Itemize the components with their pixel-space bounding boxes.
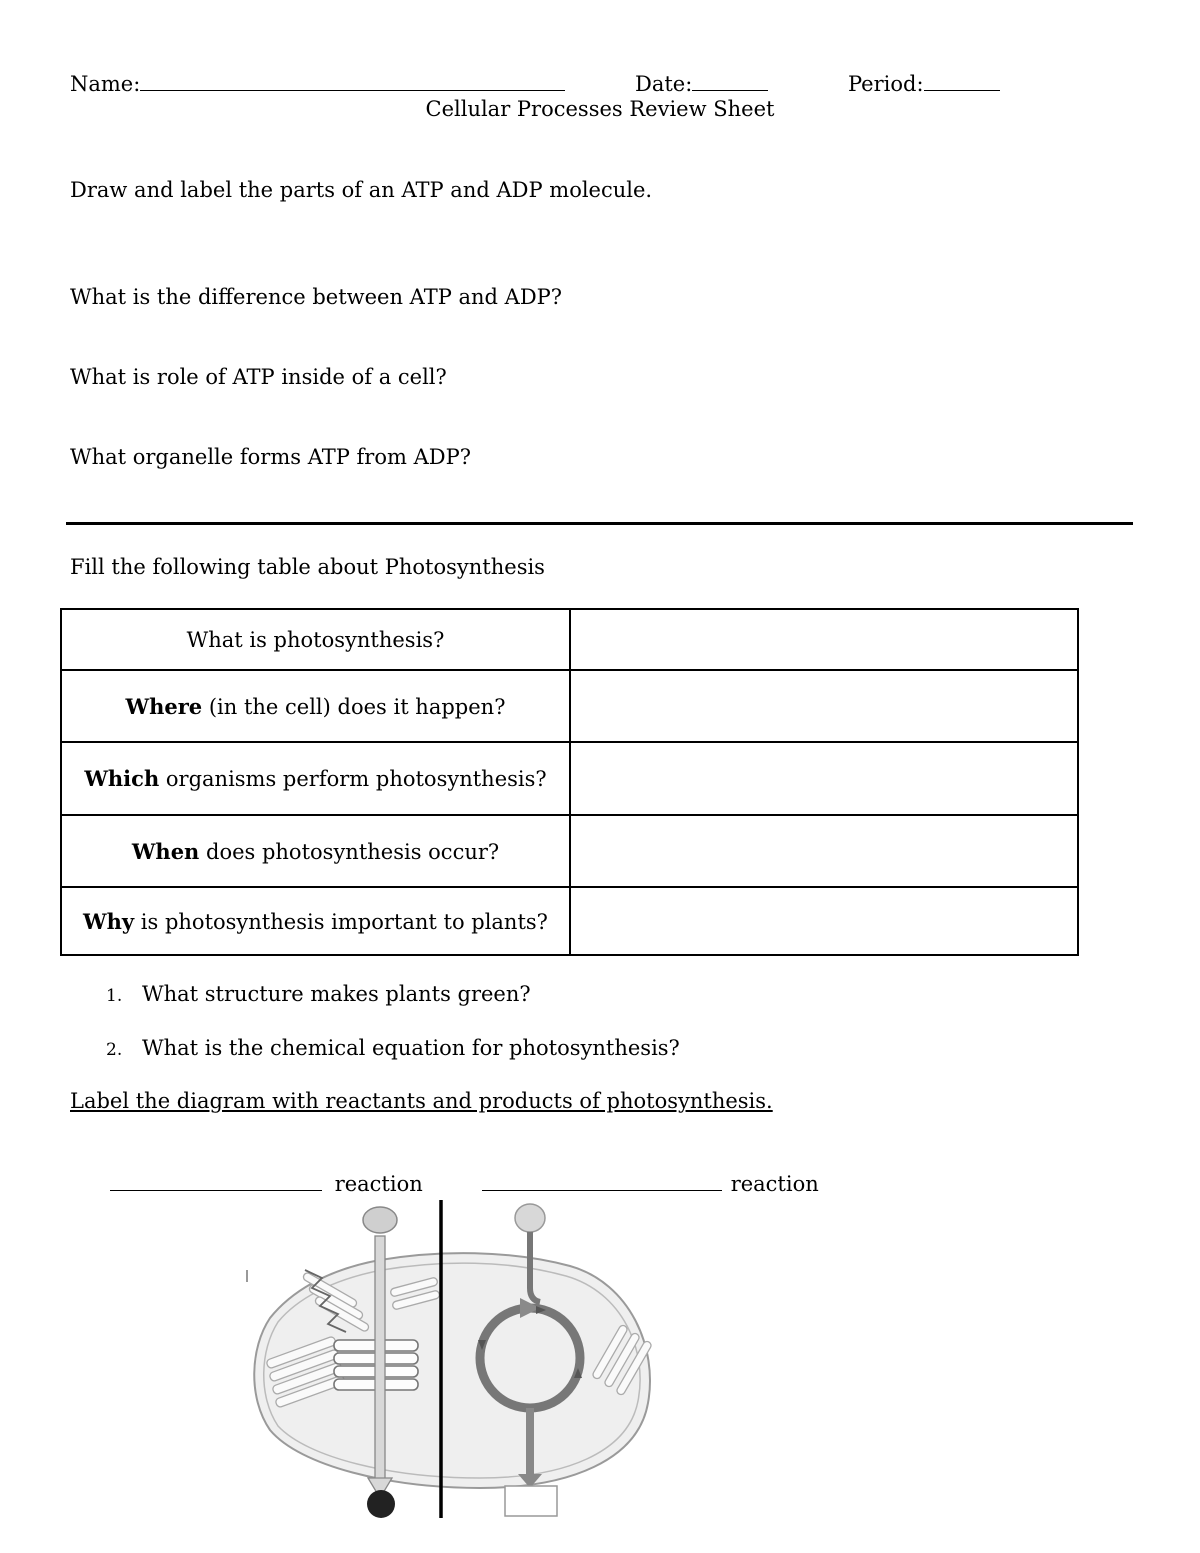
date-blank[interactable] <box>692 70 768 91</box>
page-title: Cellular Processes Review Sheet <box>425 97 775 121</box>
table-question: Why is photosynthesis important to plants? <box>61 887 570 955</box>
table-answer-cell[interactable] <box>570 670 1078 742</box>
question-atp-adp-difference: What is the difference between ATP and ADP? <box>70 285 563 309</box>
table-row <box>61 815 1078 887</box>
date-field[interactable] <box>635 70 768 96</box>
list-number: 2. <box>106 1040 123 1060</box>
list-number: 1. <box>106 986 123 1006</box>
product-box-right <box>505 1486 557 1516</box>
diagram-instruction: Label the diagram with reactants and products of photosynthesis. <box>70 1089 773 1113</box>
chloroplast-diagram <box>230 1198 670 1523</box>
reaction-word-right: reaction <box>730 1172 819 1196</box>
question-atp-role: What is role of ATP inside of a cell? <box>70 365 447 389</box>
list-text: What is the chemical equation for photosynthesis? <box>142 1036 680 1060</box>
period-label: Period: <box>848 72 924 96</box>
table-question: Which organisms perform photosynthesis? <box>61 742 570 815</box>
question-organelle: What organelle forms ATP from ADP? <box>70 445 471 469</box>
table-question: Where (in the cell) does it happen? <box>61 670 570 742</box>
table-row <box>61 670 1078 742</box>
reaction-label-right[interactable] <box>482 1170 819 1196</box>
reactant-oval-left <box>363 1207 397 1233</box>
date-label: Date: <box>635 72 693 96</box>
table-row <box>61 609 1078 670</box>
reaction-label-left[interactable] <box>110 1170 423 1196</box>
table-answer-cell[interactable] <box>570 742 1078 815</box>
name-label: Name: <box>70 72 141 96</box>
table-question: What is photosynthesis? <box>61 609 570 670</box>
photosynthesis-table <box>60 608 1079 956</box>
name-field[interactable] <box>70 70 565 96</box>
product-dot-left <box>367 1490 395 1518</box>
table-row <box>61 887 1078 955</box>
reaction-blank-left[interactable] <box>110 1170 322 1191</box>
table-answer-cell[interactable] <box>570 887 1078 955</box>
table-row <box>61 742 1078 815</box>
period-field[interactable] <box>848 70 1000 96</box>
section-divider <box>66 522 1133 525</box>
question-draw-atp: Draw and label the parts of an ATP and ADP molecule. <box>70 178 653 202</box>
table-intro: Fill the following table about Photosynthesis <box>70 555 545 579</box>
table-answer-cell[interactable] <box>570 815 1078 887</box>
reaction-word-left: reaction <box>334 1172 423 1196</box>
reaction-blank-right[interactable] <box>482 1170 722 1191</box>
period-blank[interactable] <box>924 70 1000 91</box>
name-blank[interactable] <box>140 70 565 91</box>
list-item <box>106 1036 680 1060</box>
table-question: When does photosynthesis occur? <box>61 815 570 887</box>
list-text: What structure makes plants green? <box>142 982 531 1006</box>
table-answer-cell[interactable] <box>570 609 1078 670</box>
list-item <box>106 982 531 1006</box>
